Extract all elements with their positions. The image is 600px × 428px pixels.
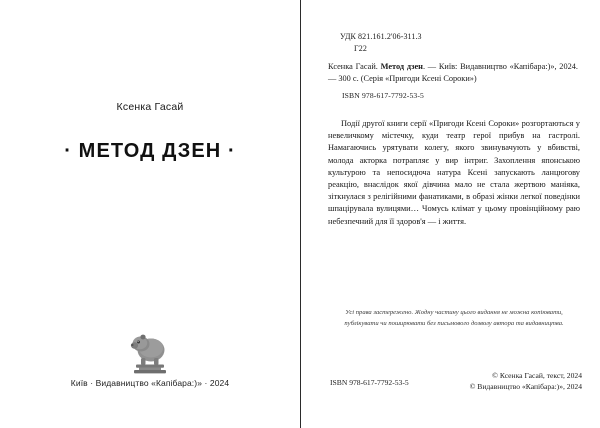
capybara-icon	[128, 326, 172, 378]
biblio-title: Метод дзен	[380, 62, 423, 71]
udk-block	[340, 31, 422, 54]
biblio-author: Ксенка Гасай.	[328, 62, 378, 71]
bibliographic-description	[328, 61, 578, 84]
rights-notice: Усі права застережено. Жодну частину цього видання не можна копіювати, публікувати чи поширювати без письмового дозволу автора та видавництва.	[344, 309, 564, 327]
author-name: Ксенка Гасай	[116, 101, 184, 113]
isbn-bottom: ISBN 978-617-7792-53-5	[330, 378, 409, 387]
publisher-logo	[0, 322, 300, 378]
copyright-publisher: © Видавництво «Капібара:)», 2024	[469, 382, 582, 391]
udk-number: УДК 821.161.2'06-311.3	[340, 32, 422, 41]
imprint-line: Київ · Видавництво «Капібара:)» · 2024	[70, 378, 230, 388]
isbn-top: ISBN 978-617-7792-53-5	[342, 91, 424, 100]
copyright-author: © Ксенка Гасай, текст, 2024	[492, 371, 582, 380]
copyright-block	[422, 370, 582, 392]
udk-author-code: Г22	[354, 43, 367, 53]
book-annotation: Події другої книги серії «Пригоди Ксені Сороки» розгортаються у невеличкому містечку, куди театр герої прибув на гастролі. Намагаючись урятувати колегу, якого звинувачують у вбивстві, молода акторка потрапляє у вир інтриг. Захоплення японською культурою та непосидюча натура Ксені запускають ланцюгову реакцію, внаслідок якої дівчина мало не стала жертвою маніяка, зіткнулася з релігійними фанатиками, в образі жінки легкої поведінки шпацірувала вулицями… Чомусь клімат у цьому провінційному раю небезпечний для її здоров'я — і життя.	[328, 119, 580, 226]
copyright-page	[300, 0, 600, 428]
page-title: · МЕТОД ДЗЕН ·	[64, 140, 236, 162]
biblio-rest: . — Київ: Видавництво «Капібара:)», 2024. — 300 с. (Серія «Пригоди Ксені Сороки»)	[328, 62, 578, 83]
